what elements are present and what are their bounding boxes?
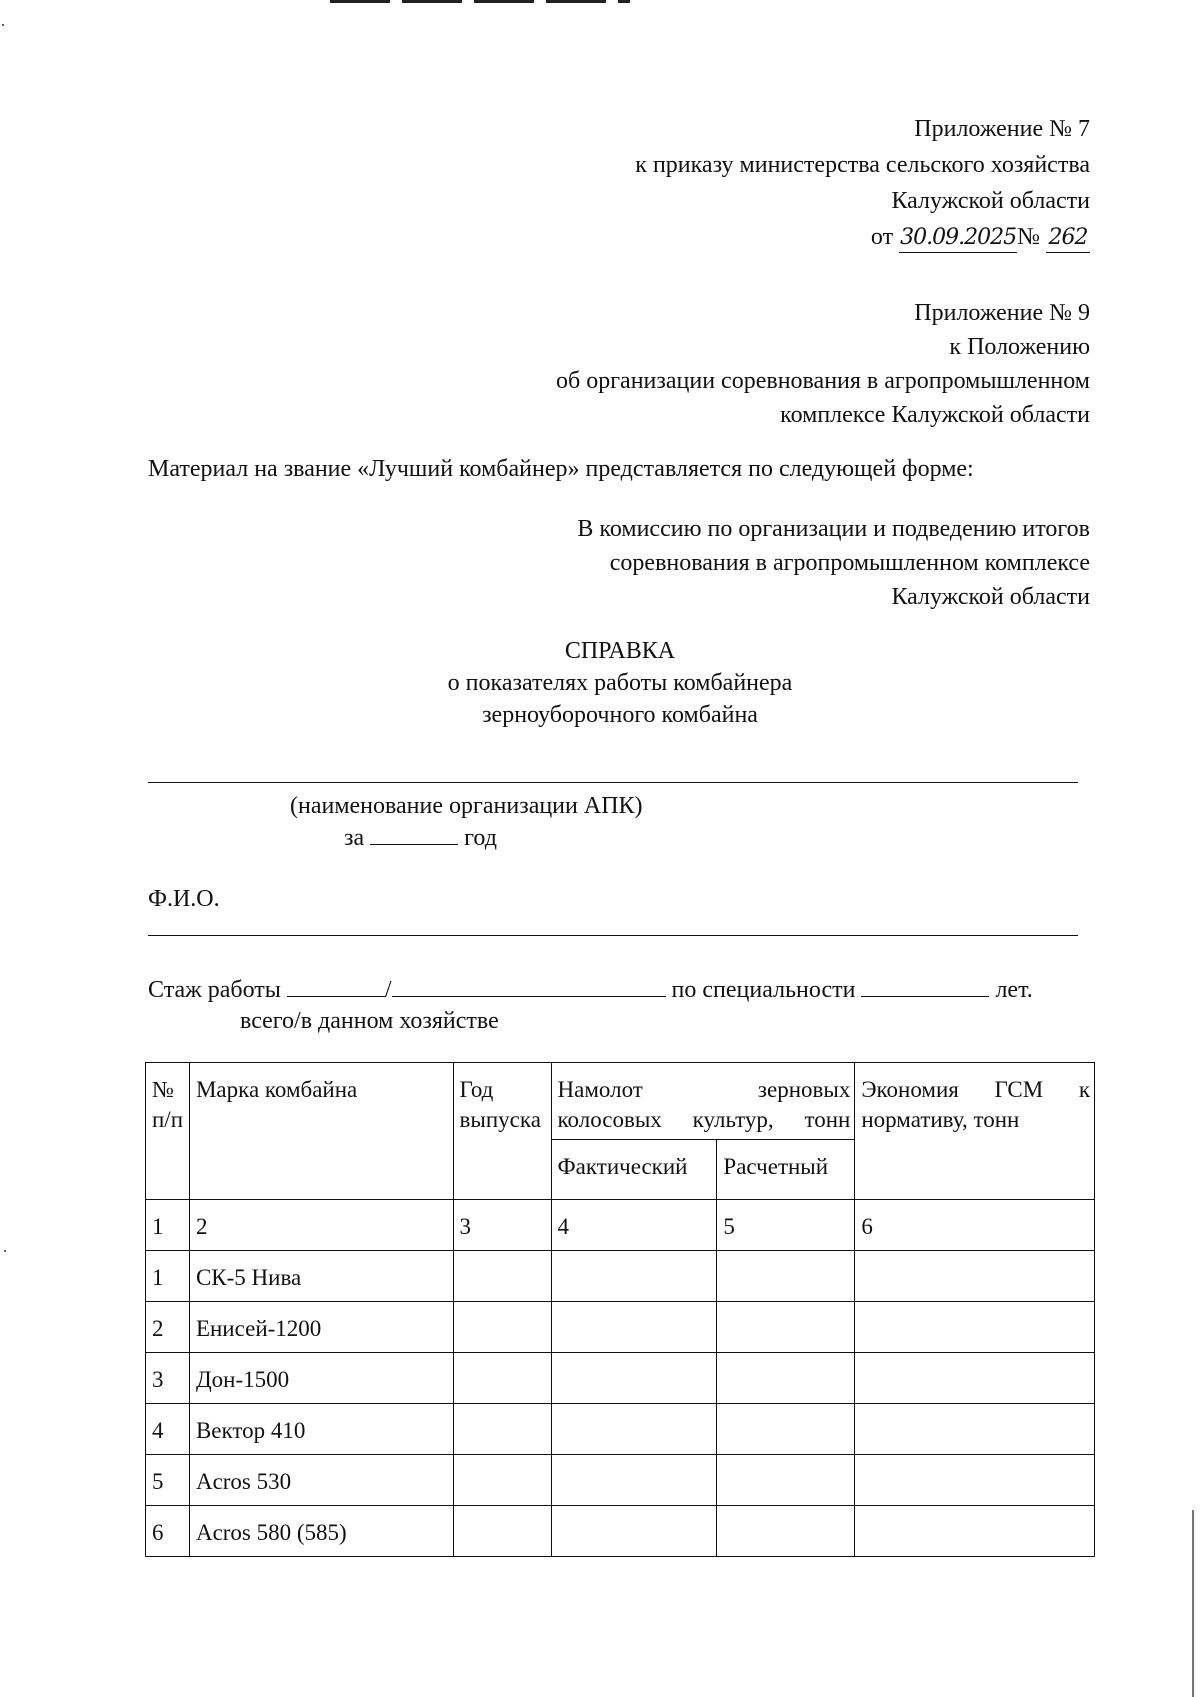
appendix-9-title: Приложение № 9 <box>914 300 1090 326</box>
addressee-block <box>390 514 1090 612</box>
row-calc-cell[interactable] <box>717 1251 855 1302</box>
col-number: 5 <box>717 1200 855 1251</box>
row-actual-cell[interactable] <box>551 1506 717 1557</box>
experience-slash: / <box>384 977 392 1003</box>
table-row <box>146 1506 1095 1557</box>
header-year: Год выпуска <box>453 1063 551 1200</box>
order-number: 262 <box>1046 224 1090 253</box>
appendix-7-date-line <box>390 222 1090 253</box>
combine-results-table <box>145 1062 1095 1557</box>
year-prefix: за <box>344 825 365 851</box>
table-header-row <box>146 1063 1095 1140</box>
row-fuel-cell[interactable] <box>855 1404 1095 1455</box>
row-actual-cell[interactable] <box>551 1251 717 1302</box>
intro-text: Материал на звание «Лучший комбайнер» представляется по следующей форме: <box>148 456 974 482</box>
scan-speck <box>2 24 4 26</box>
row-calc-cell[interactable] <box>717 1455 855 1506</box>
row-brand: Дон-1500 <box>189 1353 453 1404</box>
row-num: 3 <box>146 1353 190 1404</box>
col-number: 1 <box>146 1200 190 1251</box>
page-edge-mark <box>1192 1510 1194 1697</box>
experience-specialty-blank <box>861 974 989 997</box>
experience-label: Стаж работы <box>148 977 281 1003</box>
document-heading <box>320 636 920 730</box>
row-fuel-cell[interactable] <box>855 1353 1095 1404</box>
year-blank <box>370 822 458 845</box>
header-fuel: Экономия ГСМ к нормативу, тонн <box>855 1063 1095 1200</box>
row-actual-cell[interactable] <box>551 1455 717 1506</box>
table-row <box>146 1302 1095 1353</box>
row-brand: Acros 530 <box>189 1455 453 1506</box>
row-fuel-cell[interactable] <box>855 1455 1095 1506</box>
table-row <box>146 1455 1095 1506</box>
row-brand: СК-5 Нива <box>189 1251 453 1302</box>
header-yield: Намолот зерновых колосовых культур, тонн <box>551 1063 855 1140</box>
experience-line <box>148 974 1098 1005</box>
experience-caption: всего/в данном хозяйстве <box>240 1008 499 1034</box>
order-date: 30.09.2025 <box>899 224 1017 253</box>
header-brand: Марка комбайна <box>189 1063 453 1200</box>
row-actual-cell[interactable] <box>551 1353 717 1404</box>
col-number: 4 <box>551 1200 717 1251</box>
row-brand: Acros 580 (585) <box>189 1506 453 1557</box>
appendix-7-line2: Калужской области <box>891 188 1090 214</box>
header-yield-actual: Фактический <box>551 1139 717 1199</box>
row-year-cell[interactable] <box>453 1455 551 1506</box>
year-line <box>344 822 497 853</box>
row-brand: Вектор 410 <box>189 1404 453 1455</box>
appendix-7-title: Приложение № 7 <box>914 116 1090 142</box>
row-calc-cell[interactable] <box>717 1404 855 1455</box>
row-year-cell[interactable] <box>453 1506 551 1557</box>
row-calc-cell[interactable] <box>717 1506 855 1557</box>
org-caption: (наименование организации АПК) <box>290 793 643 819</box>
appendix-9-line2: об организации соревнования в агропромышленном <box>556 368 1090 394</box>
col-number: 3 <box>453 1200 551 1251</box>
row-year-cell[interactable] <box>453 1302 551 1353</box>
addressee-line1: В комиссию по организации и подведению итогов <box>577 516 1090 542</box>
scan-speck <box>4 1250 6 1252</box>
number-prefix: № <box>1017 224 1040 250</box>
row-year-cell[interactable] <box>453 1251 551 1302</box>
experience-farm-blank <box>392 974 666 997</box>
row-brand: Енисей-1200 <box>189 1302 453 1353</box>
date-prefix: от <box>870 224 894 250</box>
appendix-9-line3: комплексе Калужской области <box>780 402 1090 428</box>
experience-specialty: по специальности <box>671 977 856 1003</box>
row-actual-cell[interactable] <box>551 1302 717 1353</box>
appendix-7-block <box>390 114 1090 253</box>
col-number: 2 <box>189 1200 453 1251</box>
heading-sub1: о показателях работы комбайнера <box>447 670 793 696</box>
table-row <box>146 1404 1095 1455</box>
header-num: № п/п <box>146 1063 190 1200</box>
table-row <box>146 1251 1095 1302</box>
heading-title: СПРАВКА <box>564 638 676 664</box>
appendix-7-line1: к приказу министерства сельского хозяйства <box>635 152 1090 178</box>
table-row <box>146 1353 1095 1404</box>
row-fuel-cell[interactable] <box>855 1251 1095 1302</box>
appendix-9-line1: к Положению <box>949 334 1090 360</box>
column-numbers-row <box>146 1200 1095 1251</box>
row-year-cell[interactable] <box>453 1353 551 1404</box>
row-num: 1 <box>146 1251 190 1302</box>
heading-sub2: зерноуборочного комбайна <box>482 702 758 728</box>
row-calc-cell[interactable] <box>717 1353 855 1404</box>
header-yield-calc: Расчетный <box>717 1139 855 1199</box>
org-name-line <box>148 782 1078 783</box>
experience-total-blank <box>287 974 385 997</box>
row-num: 6 <box>146 1506 190 1557</box>
row-year-cell[interactable] <box>453 1404 551 1455</box>
row-num: 4 <box>146 1404 190 1455</box>
appendix-9-block <box>390 298 1090 430</box>
row-num: 5 <box>146 1455 190 1506</box>
row-fuel-cell[interactable] <box>855 1506 1095 1557</box>
row-calc-cell[interactable] <box>717 1302 855 1353</box>
row-num: 2 <box>146 1302 190 1353</box>
year-suffix: год <box>464 825 497 851</box>
col-number: 6 <box>855 1200 1095 1251</box>
addressee-line2: соревнования в агропромышленном комплексе <box>609 550 1090 576</box>
addressee-line3: Калужской области <box>891 584 1090 610</box>
row-fuel-cell[interactable] <box>855 1302 1095 1353</box>
top-scan-mark <box>330 0 630 3</box>
fio-line <box>148 935 1078 936</box>
experience-years: лет. <box>995 977 1033 1003</box>
fio-label: Ф.И.О. <box>148 886 220 912</box>
row-actual-cell[interactable] <box>551 1404 717 1455</box>
